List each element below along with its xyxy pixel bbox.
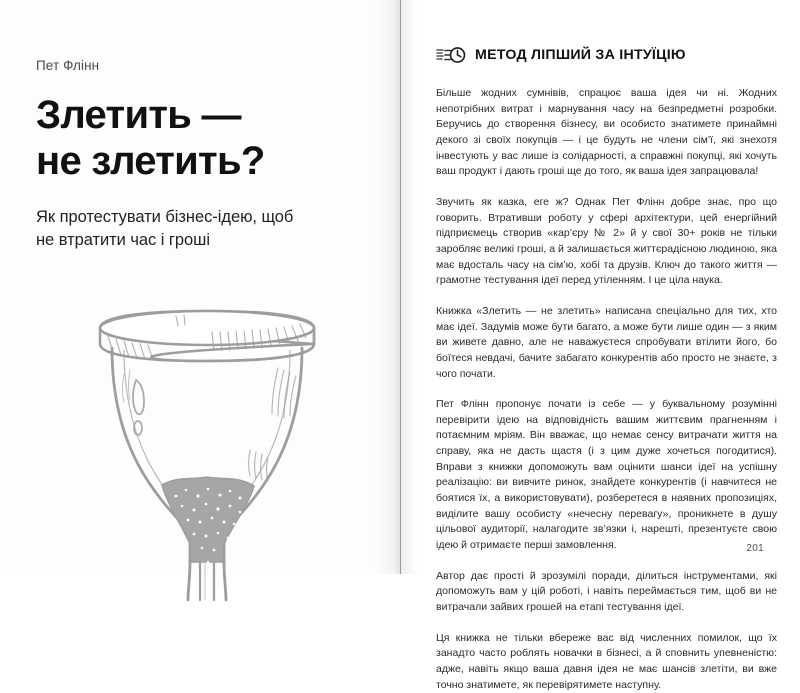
stopwatch-speed-icon	[436, 46, 466, 64]
paragraph-2: Звучить як казка, еге ж? Однак Пет Флінн добре знає, про що говорить. Втративши роботу у сфері архітектури, цей енергійний підприємець створив «кар’єру № 2» й у свої 30+ років не тільки заробляє великі гроші, а й залишається життєрадісною людиною, яка має вдосталь часу на сім’ю, хобі та друзів. Ключ до такого життя — грамотне тестування ідеї перед утіленням. І це ціла наука.	[436, 195, 777, 287]
paragraph-4: Пет Флінн пропонує почати із себе — у буквальному розумінні перевірити ідею на відповідність вашим життєвим прагненням і потаємним мріям. Він вважає, що немає сенсу витрачати життя на справу, яка не дасть щастя (і з цим дуже хочеться погодитися). Вправи з книжки допоможуть вам оцінити шанси ідеї на успішну реалізацію: ви вивчите ринок, знайдете конкурентів (і навчитеся не боятися їх, а використовувати), розберетеся в наявних пропозиціях, виділите вашу особисту «нечесну перевагу», проникнете в душу цільової аудиторії, налагодите зв’язки і, нарешті, презентуєте свою ідею й отримаєте перші замовлення.	[436, 398, 777, 552]
paragraph-5: Автор дає прості й зрозумілі поради, ділиться інструментами, які допоможуть вам у цій роботі, і навіть переймається тим, щоб ви не витрачали зайвих грошей на етапі тестування ідеї.	[436, 569, 777, 614]
page-title	[36, 93, 356, 184]
book-gutter-line	[400, 0, 401, 574]
section-title: МЕТОД ЛІПШИЙ ЗА ІНТУЇЦІЮ	[475, 47, 686, 63]
body-text	[436, 86, 777, 693]
right-page-content	[436, 46, 777, 693]
book-title-line-2: не злетить?	[36, 138, 265, 183]
section-heading	[436, 46, 777, 64]
book-title-line-1: Злетить —	[36, 93, 241, 137]
hourglass-illustration	[72, 300, 342, 600]
book-subtitle	[36, 206, 356, 252]
cover-text-block	[36, 58, 356, 252]
left-page	[0, 0, 400, 574]
paragraph-6: Ця книжка не тільки вбереже вас від численних помилок, що їх занадто часто роблять новачки в бізнесі, а й сповнить упевненістю: адже, навіть якщо ваша давня ідея не має шансів злетіти, ви вже точно знатимете, як перевірятимете наступну.	[436, 631, 777, 691]
author-name: Пет Флінн	[36, 58, 100, 73]
book-subtitle-line-2: не втратити час і гроші	[36, 231, 210, 250]
book-subtitle-line-1: Як протестувати бізнес-ідею, щоб	[36, 208, 294, 227]
paragraph-3: Книжка «Злетить — не злетить» написана спеціально для тих, хто має ідеї. Задумів може бути багато, а може бути лише один — з яким ви живете давно, але не наважуєтеся спробувати втілити його, бо боїтеся невдачі, бачите забагато конкурентів або просто не знаєте, з чого почати.	[436, 304, 777, 380]
hourglass-icon	[72, 300, 342, 600]
page-number: 201	[746, 543, 764, 554]
paragraph-1: Більше жодних сумнівів, спрацює ваша ідея чи ні. Жодних непотрібних витрат і марнування часу на безпредметні розробки. Беручись до створення бізнесу, ви особисто знатимете принаймні декого зі своїх покупців — і це будуть не члени сім’ї, які знехотя інвестують у вас лише із солідарності, а справжні покупці, які хочуть ваш продукт і дають гроші ще до того, як ваша ідея запрацювала!	[436, 87, 777, 178]
right-page	[400, 0, 800, 691]
